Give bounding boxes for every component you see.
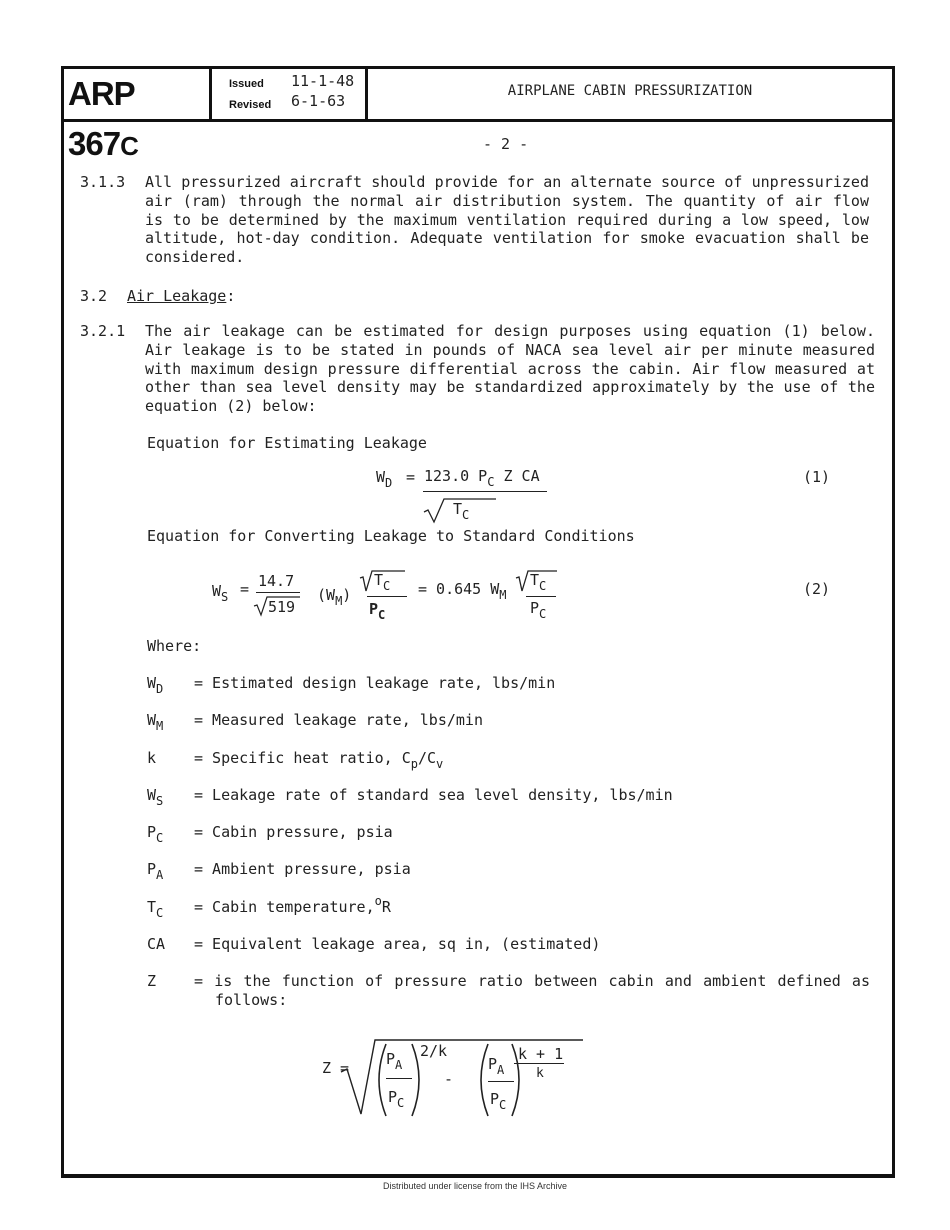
equation-3-lhs: Z = bbox=[322, 1059, 350, 1077]
section-number-3-2: 3.2 bbox=[80, 287, 108, 305]
equation-3-left-paren-2 bbox=[472, 1042, 492, 1118]
equation-1-number: (1) bbox=[803, 468, 831, 486]
definition-text: = Estimated design leakage rate, lbs/min bbox=[194, 674, 556, 692]
page-number: - 2 - bbox=[483, 135, 529, 153]
equation-2-wm-term: $(W_M)$ bbox=[317, 586, 352, 608]
section-3-2-heading: Air Leakage: bbox=[127, 287, 236, 305]
equation-1-numerator: 123.0 $P_C$ Z CA bbox=[424, 467, 540, 489]
definition-symbol: $T_C$ bbox=[147, 898, 164, 920]
license-footer: Distributed under license from the IHS Archive bbox=[382, 1181, 568, 1191]
equation-2-fraction-1-denominator: 519 bbox=[268, 598, 296, 616]
equation-2-fraction-3-numerator: $T_C$ bbox=[530, 571, 547, 593]
equation-2-number: (2) bbox=[803, 580, 831, 598]
section-3-1-3-text: All pressurized aircraft should provide for an alternate source of unpressurized air (ram) through the normal air distribution system. The quantity of air flow is to be determined by the maximum ventilation required during a low speed, low altitude, hot-day condition. Adequate ventilation for smoke evacuation shall be considered. bbox=[145, 173, 869, 267]
equation-3-exponent-1: 2/k bbox=[420, 1042, 448, 1060]
definition-text: = Cabin temperature,$^o$R bbox=[194, 894, 391, 916]
equation-1-label: Equation for Estimating Leakage bbox=[147, 434, 427, 452]
definition-symbol: CA bbox=[147, 935, 166, 953]
equation-3-exponent-2-numerator: k + 1 bbox=[518, 1045, 564, 1063]
definition-text: = Leakage rate of standard sea level density, lbs/min bbox=[194, 786, 673, 804]
date-box bbox=[215, 69, 368, 119]
definition-text: = Equivalent leakage area, sq in, (estimated) bbox=[194, 935, 601, 953]
revised-label: Revised bbox=[229, 99, 272, 111]
definition-symbol: $W_S$ bbox=[147, 786, 164, 808]
document-header bbox=[64, 69, 892, 162]
revised-date: 6-1-63 bbox=[291, 92, 346, 110]
definition-symbol: $W_M$ bbox=[147, 711, 164, 733]
where-label: Where: bbox=[147, 637, 202, 655]
equation-1-lhs: $W_D$ bbox=[376, 468, 393, 490]
equation-3-term1-numerator: $P_A$ bbox=[386, 1050, 403, 1072]
document-title: AIRPLANE CABIN PRESSURIZATION bbox=[507, 83, 753, 99]
definition-symbol: $W_D$ bbox=[147, 674, 164, 696]
issued-date: 11-1-48 bbox=[291, 72, 355, 90]
equation-2-fraction-3-denominator: $P_C$ bbox=[530, 599, 547, 621]
definition-text: = Measured leakage rate, lbs/min bbox=[194, 711, 483, 729]
definition-symbol: $P_A$ bbox=[147, 860, 164, 882]
equation-1-denominator: $T_C$ bbox=[453, 500, 470, 522]
section-3-2-1-text: The air leakage can be estimated for design purposes using equation (1) below. Air leakage is to be stated in pounds of NACA sea level air per minute measured with maximum design pressure differential across the cabin. Air flow measured at other than sea level density may be standardized approximately by the use of the equation (2) below: bbox=[145, 322, 875, 416]
equation-2-simplified: = 0.645 $W_M$ bbox=[418, 580, 507, 602]
equation-3-exponent-2-denominator: k bbox=[536, 1066, 544, 1081]
issued-label: Issued bbox=[229, 78, 264, 90]
equation-3-exponent-2-bar bbox=[514, 1063, 564, 1064]
equation-3-term2-denominator: $P_C$ bbox=[490, 1090, 507, 1112]
definition-text: = Specific heat ratio, $C_p/C_v$ bbox=[194, 749, 444, 771]
definition-text: = Ambient pressure, psia bbox=[194, 860, 411, 878]
equation-2-fraction-1-numerator: 14.7 bbox=[258, 572, 295, 590]
definition-symbol: $P_C$ bbox=[147, 823, 164, 845]
equation-1-fraction-bar bbox=[423, 491, 547, 492]
equation-2-fraction-2-bar bbox=[367, 596, 407, 597]
section-number-3-2-1: 3.2.1 bbox=[80, 322, 126, 340]
equation-3-term1-denominator: $P_C$ bbox=[388, 1088, 405, 1110]
equation-2-equals: = bbox=[240, 580, 250, 598]
equation-2-fraction-1-bar bbox=[256, 592, 300, 593]
equation-2-fraction-3-bar bbox=[526, 596, 556, 597]
equation-1-equals: = bbox=[406, 468, 416, 486]
equation-2-fraction-2-denominator: $P_C$ bbox=[369, 600, 386, 622]
definition-text: = Cabin pressure, psia bbox=[194, 823, 393, 841]
equation-3-minus: - bbox=[444, 1070, 454, 1088]
equation-2-fraction-2-numerator: $T_C$ bbox=[374, 571, 391, 593]
equation-2-label: Equation for Converting Leakage to Standard Conditions bbox=[147, 527, 635, 545]
definition-text: = is the function of pressure ratio between cabin and ambient defined as follows: bbox=[194, 972, 870, 1009]
definition-symbol: k bbox=[147, 749, 157, 767]
equation-3-term2-numerator: $P_A$ bbox=[488, 1055, 505, 1077]
document-id: ARP 367C bbox=[64, 69, 212, 119]
equation-2-lhs: $W_S$ bbox=[212, 582, 229, 604]
section-number-3-1-3: 3.1.3 bbox=[80, 173, 126, 191]
definition-symbol: Z bbox=[147, 972, 157, 990]
